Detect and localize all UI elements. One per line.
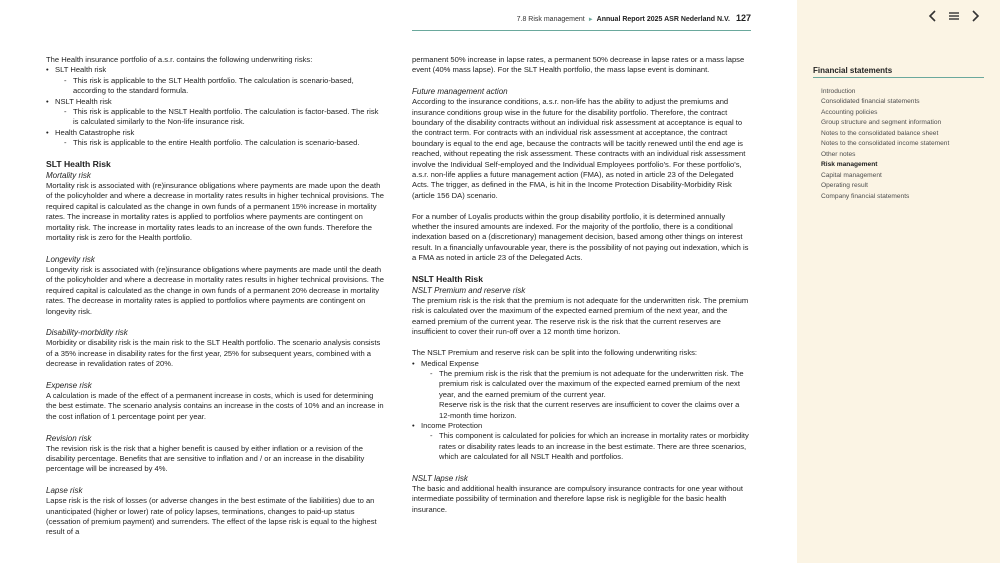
- chevron-left-icon: [925, 9, 941, 23]
- sidebar-item-accounting-policies[interactable]: Accounting policies: [821, 108, 878, 116]
- expense-title: Expense risk: [46, 380, 92, 390]
- sidebar-item-group-structure[interactable]: Group structure and segment information: [821, 119, 942, 127]
- header-separator-icon: ►: [587, 17, 594, 23]
- premium-reserve-title: NSLT Premium and reserve risk: [412, 286, 526, 296]
- lapse-text: Lapse risk is the risk of losses (or adverse changes in the best estimate of the liabilities) due to an unanticipated (higher or lower) rate of policy lapses, terminations, changes to paid-up status (cessation of premium payment) and surrenders. The effect of the lapse risk is equal to the highest result of a: [46, 496, 377, 537]
- previous-page-button[interactable]: [925, 9, 941, 23]
- sidebar-item-capital-management[interactable]: Capital management: [821, 171, 882, 179]
- nslt-risk-list: [412, 359, 752, 463]
- longevity-text: Longevity risk is associated with (re)insurance obligations where payments are made until the death of the policyholder and where a decrease in mortality rates results in higher technical provisions. The required capital is calculated as the change in own funds of a permanent 20% decrease in mortality rates. The decrease in mortality rates is applied to portfolios where payments are contingent on longevity risk.: [46, 264, 384, 316]
- loyalis-text: For a number of Loyalis products within the group disability portfolio, it is determined annually whether the insured amounts are indexed. For the majority of the portfolio, there is a conditional indexation based on a (discretionary) management decision, based among other things on interest result. In a financially unfavourable year, there is the possibility of not paying out indexation, which is a FMA as noted in article 23 of the Delegated Acts.: [412, 211, 749, 263]
- income-protection-title: Income Protection: [421, 420, 483, 430]
- disability-title: Disability-morbidity risk: [46, 328, 128, 338]
- page-number: 127: [735, 13, 751, 23]
- nslt-lapse-title: NSLT lapse risk: [412, 473, 468, 483]
- mortality-text: Mortality risk is associated with (re)insurance obligations where payments are made upon the death of the policyholder and where a decrease in mortality rates results in higher technical provisions. The required capital is calculated as the change in own funds of a permanent 15% increase in mortality rates. The increase in mortality rates is applied to portfolios where payments are contingent on mortality risk. The increase in mortality rates leads to an increase of the own funds. Therefore the mortality risk is zero for the Health portfolio.: [46, 181, 384, 243]
- header-divider: [412, 30, 751, 31]
- medical-reserve-desc: Reserve risk is the risk that the current reserves are insufficient to cover the claims over a 12-month time horizon.: [439, 400, 740, 420]
- risk-desc: - This risk is applicable to the NSLT Health portfolio. The calculation is factor-based. The risk is calculated similarly to the Non-life insurance risk.: [55, 107, 386, 128]
- risk-title: NSLT Health risk: [55, 96, 112, 106]
- right-column: [412, 55, 752, 515]
- next-page-button[interactable]: [967, 9, 983, 23]
- health-risk-list: [46, 65, 386, 148]
- list-item: [46, 128, 386, 149]
- slt-health-heading: SLT Health Risk: [46, 159, 111, 170]
- risk-desc: - This risk is applicable to the entire Health portfolio. The calculation is scenario-based.: [55, 138, 386, 148]
- sidebar-toc: [821, 87, 991, 202]
- lapse-title: Lapse risk: [46, 486, 83, 496]
- revision-text: The revision risk is the risk that a higher benefit is caused by either inflation or a revision of the disability percentage. Benefits that are sensitive to inflation and / or an increase in the disability percentage will be increased by 4%.: [46, 443, 365, 474]
- sidebar: [797, 0, 1000, 563]
- sidebar-item-introduction[interactable]: Introduction: [821, 88, 856, 95]
- header-report-title: Annual Report 2025 ASR Nederland N.V.: [596, 16, 730, 23]
- list-item: [46, 65, 386, 96]
- nslt-lapse-text: The basic and additional health insurance are compulsory insurance contracts for one year without intermediate possibility of termination and therefore lapse risk is negligible for the basic health insurance.: [412, 483, 743, 514]
- longevity-title: Longevity risk: [46, 254, 95, 264]
- sidebar-item-company-financial-statements[interactable]: Company financial statements: [821, 192, 910, 200]
- sidebar-item-operating-result[interactable]: Operating result: [821, 182, 868, 190]
- expense-text: A calculation is made of the effect of a permanent increase in costs, which is used for determining the best estimate. The scenario analysis contains an increase in the costs of 10% and an increase in the cost inflation of 1 percentage point per year.: [46, 390, 384, 421]
- page-header: [412, 13, 751, 30]
- fma-title: Future management action: [412, 87, 508, 97]
- lapse-continued: permanent 50% increase in lapse rates, a permanent 50% decrease in lapse rates or a mass lapse event (40% mass lapse). For the SLT Health portfolio, the mass lapse event is dominant.: [412, 55, 745, 75]
- menu-button[interactable]: [946, 9, 962, 23]
- medical-premium-desc: The premium risk is the risk that the premium is not adequate for the underwritten risk. The premium risk is calculated over the maximum of the expected earned premium of the next year, and the earned premium of the current year.: [439, 368, 744, 399]
- list-item: [412, 359, 752, 421]
- chevron-right-icon: [967, 9, 983, 23]
- medical-expense-desc: [421, 369, 752, 421]
- health-intro: The Health insurance portfolio of a.s.r. contains the following underwriting risks:: [46, 55, 313, 64]
- premium-reserve-text: The premium risk is the risk that the premium is not adequate for the underwritten risk. The premium risk is calculated over the maximum of the expected earned premium of the next year, and the earned premium of the current year. The reserve risk is the risk that the current reserves are insufficient to cover their run-off over a 12 month time horizon.: [412, 296, 749, 337]
- risk-title: Health Catastrophe risk: [55, 127, 135, 137]
- split-intro: The NSLT Premium and reserve risk can be split into the following underwriting risks:: [412, 348, 698, 358]
- revision-title: Revision risk: [46, 433, 92, 443]
- sidebar-item-notes-income-statement[interactable]: Notes to the consolidated income statement: [821, 140, 950, 148]
- sidebar-title-divider: [813, 77, 984, 78]
- income-protection-desc: - This component is calculated for policies for which an increase in mortality rates or morbidity rates or disability rates leads to an increase in the best estimate. There are three scenarios, which are calculated for all NSLT Health and portfolios.: [421, 431, 752, 462]
- fma-text: According to the insurance conditions, a.s.r. non-life has the ability to adjust the premiums and insurance conditions group wise in the future for the disability portfolio. Therefore, the contract boundary of the disability contracts without an individual risk assessment at acceptance is equal to the contract term. For contracts with an individual risk assessment at acceptance, the contract boundary is equal to the end age, because the contracts will be tacitly renewed until the end age is reached, without repeating the risk assessment. These contracts with an individual risk assessment involve the Individual Self-employed and the Individual Employees portfolio's. For these portfolio's, a.s.r. non-life applies a future management action (FMA), as noted in article 23 of the Delegated Acts. The trigger, as defined in the FMA, is hit in the Income Protection Disability-Morbidity Risk (article 156 DA) scenario.: [412, 97, 746, 200]
- nslt-health-heading: NSLT Health Risk: [412, 274, 483, 285]
- risk-desc: - This risk is applicable to the SLT Health portfolio. The calculation is scenario-based, according to the standard formula.: [55, 76, 386, 97]
- risk-title: SLT Health risk: [55, 65, 107, 75]
- medical-expense-title: Medical Expense: [421, 358, 479, 368]
- hamburger-menu-icon: [946, 9, 962, 23]
- disability-text: Morbidity or disability risk is the main risk to the SLT Health portfolio. The scenario analysis consists of a 35% increase in disability rates for the first year, 25% for subsequent years, combined with a decrease in revalidation rates of 20%.: [46, 338, 381, 369]
- sidebar-item-other-notes[interactable]: Other notes: [821, 150, 856, 158]
- list-item: [412, 421, 752, 463]
- sidebar-item-notes-balance-sheet[interactable]: Notes to the consolidated balance sheet: [821, 129, 939, 137]
- list-item: [46, 97, 386, 128]
- left-column: [46, 55, 386, 538]
- sidebar-title[interactable]: Financial statements: [813, 66, 893, 75]
- sidebar-item-consolidated-financial-statements[interactable]: Consolidated financial statements: [821, 98, 920, 106]
- header-section[interactable]: 7.8 Risk management: [516, 16, 585, 23]
- sidebar-item-risk-management[interactable]: Risk management: [821, 161, 878, 169]
- mortality-title: Mortality risk: [46, 171, 91, 181]
